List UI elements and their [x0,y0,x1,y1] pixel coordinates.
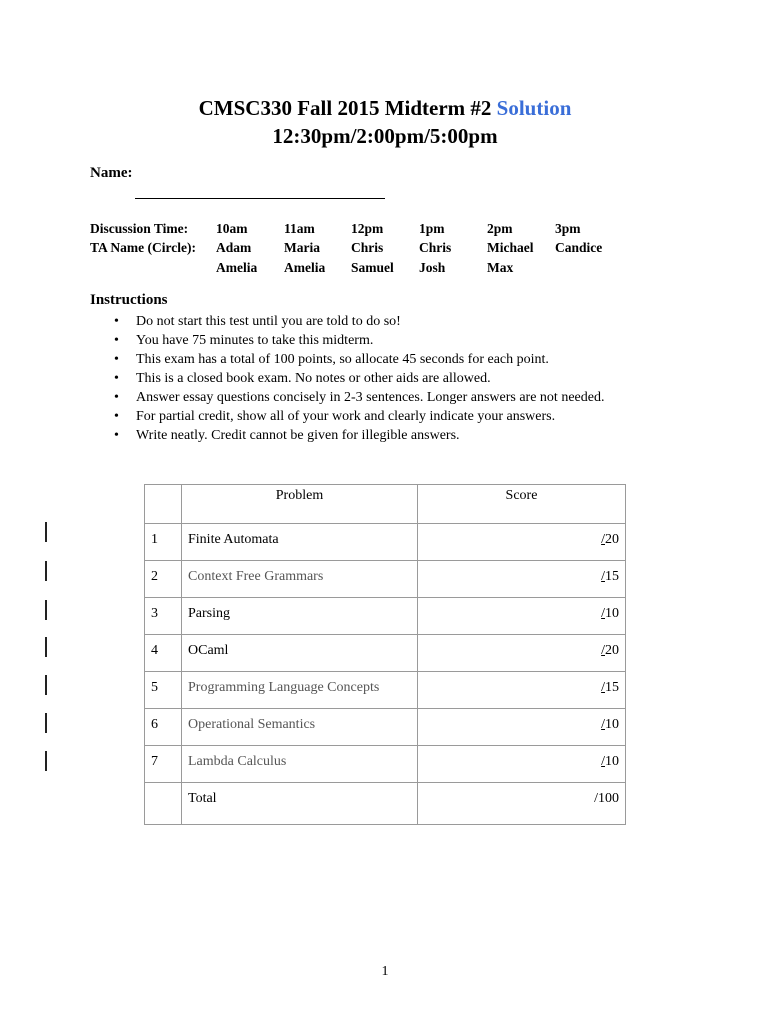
discussion-time: 12pm [351,221,384,236]
bullet-icon: • [114,428,119,443]
list-item: • This is a closed book exam. No notes or other aids are allowed. [114,371,491,386]
exam-title-text: CMSC330 Fall 2015 Midterm #2 [198,96,492,120]
exam-title [0,94,770,122]
ta-name[interactable]: Maria [284,240,320,255]
ta-name[interactable]: Michael [487,240,534,255]
discussion-time: 2pm [487,221,513,236]
table-row [145,598,626,635]
name-label: Name: [90,165,133,181]
table-row [145,561,626,598]
list-item: • Do not start this test until you are told to do so! [114,314,401,329]
ta-name[interactable]: Josh [419,260,446,275]
list-item: • For partial credit, show all of your work and clearly indicate your answers. [114,409,556,424]
discussion-time: 11am [284,221,315,236]
problem-name: Operational Semantics [182,709,418,746]
score-cell[interactable]: /20 [418,635,626,672]
problem-name: OCaml [182,635,418,672]
ta-name[interactable]: Adam [216,240,252,255]
discussion-column[interactable] [487,219,534,277]
bullet-icon: • [114,390,119,405]
discussion-column[interactable] [216,219,257,277]
table-row [145,672,626,709]
ta-name[interactable]: Chris [351,240,384,255]
problem-number: 2 [145,561,182,598]
score-table [144,484,626,825]
total-row [145,783,626,825]
list-item: • You have 75 minutes to take this midterm. [114,333,374,348]
margin-bar [45,751,47,771]
exam-times: 12:30pm/2:00pm/5:00pm [272,124,498,148]
ta-name[interactable]: Candice [555,240,603,255]
discussion-labels [90,219,196,257]
ta-name-label: TA Name (Circle): [90,240,196,255]
problem-name: Parsing [182,598,418,635]
problem-number: 6 [145,709,182,746]
table-row [145,709,626,746]
score-cell[interactable]: /10 [418,598,626,635]
margin-bar [45,522,47,542]
page-number: 1 [381,964,389,979]
score-cell[interactable]: /10 [418,709,626,746]
instructions-list [114,312,604,445]
score-cell[interactable]: /10 [418,746,626,783]
discussion-column[interactable] [419,219,451,277]
name-field-line[interactable] [135,198,385,199]
score-cell[interactable]: /15 [418,672,626,709]
score-cell[interactable]: /15 [418,561,626,598]
table-row [145,746,626,783]
header-score: Score [418,485,626,524]
problem-number: 5 [145,672,182,709]
bullet-icon: • [114,409,119,424]
header-problem: Problem [182,485,418,524]
ta-name[interactable]: Samuel [351,260,394,275]
ta-name[interactable]: Max [487,260,514,275]
problem-number: 4 [145,635,182,672]
discussion-column[interactable] [555,219,602,257]
discussion-time-label: Discussion Time: [90,221,189,236]
list-item: • This exam has a total of 100 points, so allocate 45 seconds for each point. [114,352,549,367]
problem-name: Context Free Grammars [182,561,418,598]
problem-number: 3 [145,598,182,635]
problem-name: Programming Language Concepts [182,672,418,709]
instructions-heading: Instructions [90,292,168,308]
table-row [145,635,626,672]
problem-number: 7 [145,746,182,783]
margin-bar [45,637,47,657]
discussion-column[interactable] [284,219,325,277]
ta-name[interactable]: Amelia [216,260,258,275]
table-header-row [145,485,626,524]
bullet-icon: • [114,333,119,348]
score-cell[interactable]: /20 [418,524,626,561]
total-score[interactable]: /100 [418,783,626,825]
margin-bar [45,713,47,733]
bullet-icon: • [114,352,119,367]
table-row [145,524,626,561]
solution-label: Solution [496,96,572,120]
discussion-column[interactable] [351,219,394,277]
total-label: Total [182,783,418,825]
margin-bar [45,675,47,695]
margin-bar [45,561,47,581]
list-item: • Write neatly. Credit cannot be given for illegible answers. [114,428,460,443]
ta-name[interactable]: Amelia [284,260,326,275]
problem-name: Lambda Calculus [182,746,418,783]
bullet-icon: • [114,371,119,386]
bullet-icon: • [114,314,119,329]
list-item: • Answer essay questions concisely in 2-3 sentences. Longer answers are not needed. [114,390,605,405]
discussion-time: 1pm [419,221,445,236]
problem-number: 1 [145,524,182,561]
margin-bar [45,600,47,620]
ta-name[interactable]: Chris [419,240,452,255]
problem-name: Finite Automata [182,524,418,561]
discussion-time: 3pm [555,221,581,236]
discussion-time: 10am [216,221,248,236]
